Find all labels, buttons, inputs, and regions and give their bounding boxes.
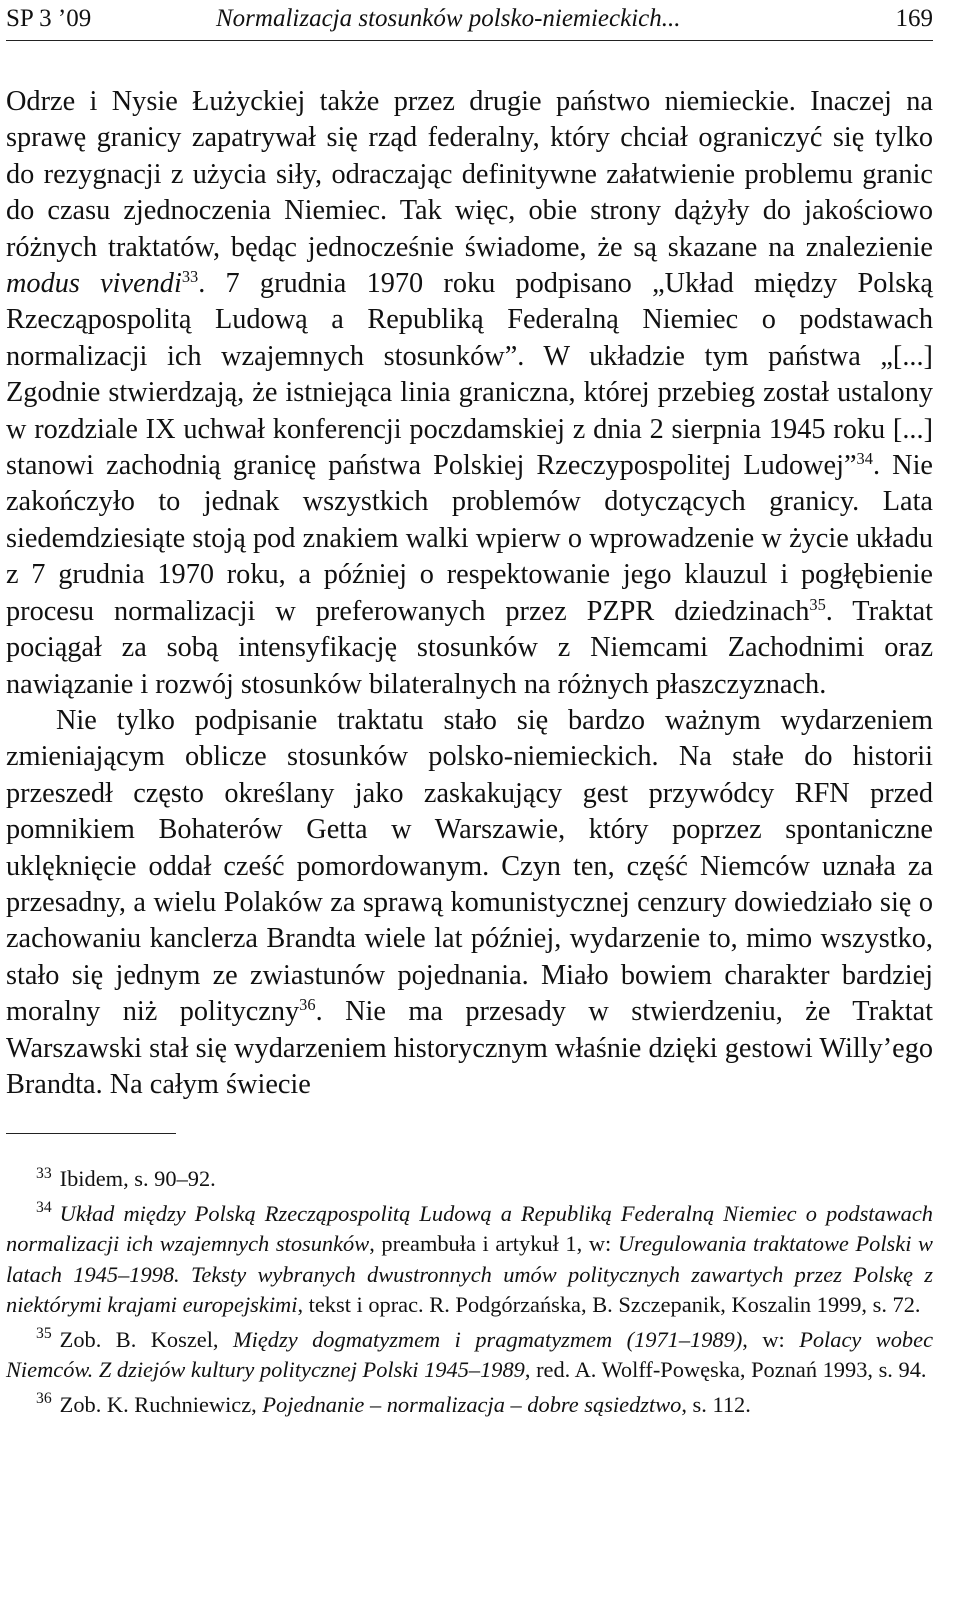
footnote-35: $^{35}$ Zob. B. Koszel, Między dogmatyzmem i pragmatyzmem (1971–1989), w: Polacy wobec Niemców. Z dziejów kultury politycznej Polski 1945–1989, red. A. Wolff-Powęska, Poznań 1993, s. 94. — [6, 1325, 934, 1383]
footnote-ref: 36 — [299, 994, 316, 1014]
footnote-ref: 34 — [856, 448, 873, 468]
document-page — [6, 0, 933, 1424]
footnote-number: 33 — [36, 1164, 52, 1182]
journal-issue: SP 3 ’09 — [6, 5, 92, 32]
paragraph: Nie tylko podpisanie traktatu stało się bardzo ważnym wydarzeniem zmieniającym oblicze stosunków polsko-niemieckich. Na stałe do historii przeszedł często określany jako zaskakujący gest przywódcy RFN przed pomnikiem Bohaterów Getta w Warszawie, który poprzez spontaniczne uklęknięcie oddał cześć pomordowanym. Czyn ten, część Niemców uznała za przesadny, a wielu Polaków za sprawą komunistycznej cenzury dowiedziało się o zachowaniu kanclerza Brandta wiele lat później, wydarzenie to, mimo wszystko, stało się jednym ze zwiastunów pojednania. Miało bowiem charakter bardziej moralny niż polityczny$^{36}$. Nie ma przesady w stwierdzeniu, że Traktat Warszawski stał się wydarzeniem historycznym właśnie dzięki gestowi Willy’ego Brandta. Na całym świecie — [6, 704, 934, 1100]
footnote-number: 34 — [36, 1199, 52, 1217]
running-header — [6, 0, 933, 41]
footnote-separator — [6, 1133, 176, 1134]
italic-term: modus vivendi — [6, 268, 182, 300]
footnote-36: $^{36}$ Zob. K. Ruchniewicz, Pojednanie – normalizacja – dobre sąsiedztwo, s. 112. — [36, 1390, 751, 1417]
footnote-34: $^{34}$ Układ między Polską Rzecząpospolitą Ludową a Republiką Federalną Niemiec o podstawach normalizacji ich wzajemnych stosunków, preambuła i artykuł 1, w: Uregulowania traktatowe Polski w latach 1945–1998. Teksty wybranych dwustronnych umów politycznych zawartych przez Polskę z niektórymi krajami europejskimi, tekst i oprac. R. Podgórzańska, B. Szczepanik, Koszalin 1999, s. 72. — [6, 1199, 933, 1318]
paragraph: Odrze i Nysie Łużyckiej także przez drugie państwo niemieckie. Inaczej na sprawę granicy zapatrywał się rząd federalny, który chciał ograniczyć się tylko do rezygnacji z użycia siły, odraczając definitywne załatwienie problemu granic do czasu zjednoczenia Niemiec. Tak więc, obie strony dążyły do jakościowo różnych traktatów, będąc jednocześnie świadome, że są skazane na znalezienie modus vivendi$^{33}$. 7 grudnia 1970 roku podpisano „Układ między Polską Rzecząpospolitą Ludową a Republiką Federalną Niemiec o podstawach normalizacji ich wzajemnych stosunków”. W układzie tym państwa „[...] Zgodnie stwierdzają, że istniejąca linia graniczna, której przebieg został ustalony w rozdziale IX uchwał konferencji poczdamskiej z dnia 2 sierpnia 1945 roku [...] stanowi zachodnią granicę państwa Polskiej Rzeczypospolitej Ludowej”$^{34}$. Nie zakończyło to jednak wszystkich problemów dotyczących granicy. Lata siedemdziesiąte stoją pod znakiem walki wpierw o wprowadzenie w życie układu z 7 grudnia 1970 roku, a później o respektowanie jego klauzul i pogłębienie procesu normalizacji w preferowanych przez PZPR dziedzinach$^{35}$. Traktat pociągał za sobą intensyfikację stosunków z Niemcami Zachodnimi oraz nawiązanie i rozwój stosunków bilateralnych na różnych płaszczyznach. — [6, 86, 934, 700]
footnote-number: 36 — [36, 1390, 52, 1408]
footnote-number: 35 — [36, 1325, 52, 1343]
running-title: Normalizacja stosunków polsko-niemieckich... — [216, 5, 681, 32]
page-number: 169 — [895, 5, 933, 32]
main-text — [6, 84, 933, 1103]
footnote-ref: 35 — [809, 594, 826, 614]
footnote-33: $^{33}$ Ibidem, s. 90–92. — [36, 1164, 216, 1192]
footnote-ref: 33 — [181, 266, 199, 286]
footnotes — [6, 1164, 933, 1420]
